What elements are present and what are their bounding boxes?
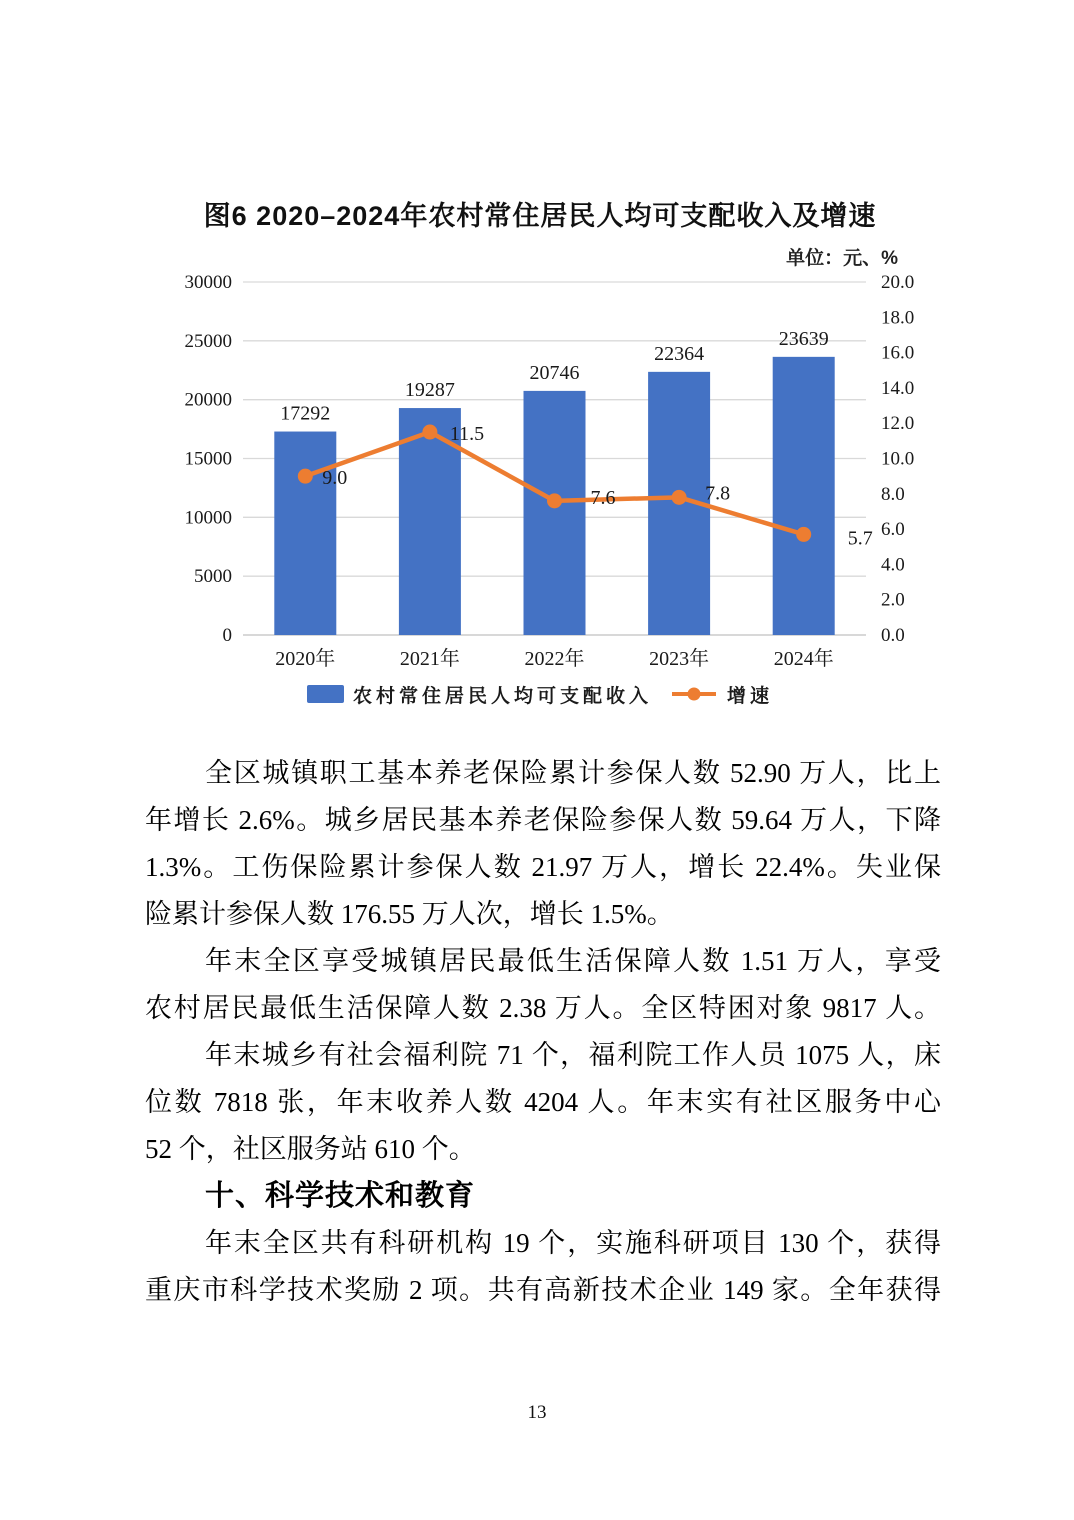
legend-item-income — [307, 681, 652, 708]
legend-label-growth: 增速 — [727, 685, 774, 707]
chart-unit-label: 单位：元、% — [786, 248, 898, 269]
paragraph-line: 全区城镇职工基本养老保险累计参保人数 52.90 万人，比上 — [205, 758, 941, 788]
line-value-label: 11.5 — [449, 423, 485, 446]
paragraph-line: 1.3%。工伤保险累计参保人数 21.97 万人，增长 22.4%。失业保 — [145, 852, 941, 882]
right-axis-tick-label: 12.0 — [881, 413, 915, 435]
right-axis-tick-label: 8.0 — [881, 483, 905, 505]
x-axis-label: 2021年 — [399, 648, 460, 670]
chart-legend — [130, 681, 950, 707]
section-heading: 十、科学技术和教育 — [205, 1180, 476, 1212]
paragraph-line: 农村居民最低生活保障人数 2.38 万人。全区特困对象 9817 人。 — [145, 993, 941, 1023]
bar-series-swatch — [307, 685, 344, 703]
line-point — [298, 469, 313, 484]
legend-item-growth — [670, 681, 773, 708]
right-axis-tick-label: 10.0 — [881, 448, 915, 470]
right-axis-tick-label: 18.0 — [881, 307, 915, 329]
left-axis-tick-label: 15000 — [184, 448, 232, 470]
paragraph-line: 险累计参保人数 176.55 万人次，增长 1.5%。 — [145, 899, 674, 929]
right-axis-tick-label: 2.0 — [881, 589, 905, 611]
right-axis-tick-label: 0.0 — [881, 625, 905, 646]
page-number: 13 — [527, 1402, 547, 1423]
left-axis-tick-label: 30000 — [184, 272, 232, 293]
line-point — [547, 493, 562, 508]
paragraph-line: 年末城乡有社会福利院 71 个，福利院工作人员 1075 人，床 — [205, 1040, 941, 1070]
line-point — [672, 490, 687, 505]
right-axis-tick-label: 4.0 — [881, 554, 905, 576]
left-axis-tick-label: 5000 — [194, 566, 232, 588]
x-axis-label: 2024年 — [773, 648, 834, 670]
line-series-swatch — [670, 686, 718, 702]
paragraph-line: 位数 7818 张，年末收养人数 4204 人。年末实有社区服务中心 — [145, 1087, 941, 1117]
line-value-label: 5.7 — [847, 527, 873, 550]
line-value-label: 9.0 — [322, 467, 348, 490]
right-axis-tick-label: 20.0 — [881, 272, 915, 293]
left-axis-tick-label: 20000 — [184, 389, 232, 411]
body-text — [145, 750, 941, 1314]
bar-value-label: 22364 — [654, 342, 705, 365]
chart-bar — [274, 432, 336, 635]
legend-label-income: 农村常住居民人均可支配收入 — [352, 685, 652, 707]
line-point — [422, 425, 437, 440]
paragraph-line: 年增长 2.6%。城乡居民基本养老保险参保人数 59.64 万人，下降 — [145, 805, 941, 835]
paragraph-line: 52 个，社区服务站 610 个。 — [145, 1134, 476, 1164]
line-value-label: 7.6 — [590, 486, 616, 509]
chart-title: 图6 2020–2024年农村常住居民人均可支配收入及增速 — [203, 201, 877, 231]
chart-bar — [524, 391, 586, 635]
right-axis-tick-label: 14.0 — [881, 377, 915, 399]
left-axis-tick-label: 10000 — [184, 507, 232, 529]
bar-value-label: 19287 — [404, 379, 455, 402]
chart-bar — [773, 357, 835, 635]
paragraph-line: 年末全区享受城镇居民最低生活保障人数 1.51 万人，享受 — [205, 946, 941, 976]
line-point — [796, 527, 811, 542]
bar-value-label: 23639 — [778, 327, 829, 350]
paragraph-line: 重庆市科学技术奖励 2 项。共有高新技术企业 149 家。全年获得 — [145, 1275, 941, 1305]
x-axis-label: 2023年 — [649, 648, 710, 670]
left-axis-tick-label: 0 — [222, 625, 232, 646]
bar-value-label: 20746 — [529, 361, 580, 384]
chart-plot-area — [110, 240, 930, 680]
line-value-label: 7.8 — [705, 482, 731, 505]
x-axis-label: 2022年 — [524, 648, 585, 670]
bar-value-label: 17292 — [280, 402, 331, 425]
paragraph-line: 年末全区共有科研机构 19 个，实施科研项目 130 个，获得 — [205, 1228, 941, 1258]
x-axis-label: 2020年 — [275, 648, 336, 670]
right-axis-tick-label: 6.0 — [881, 519, 905, 541]
left-axis-tick-label: 25000 — [184, 330, 232, 352]
right-axis-tick-label: 16.0 — [881, 342, 915, 364]
